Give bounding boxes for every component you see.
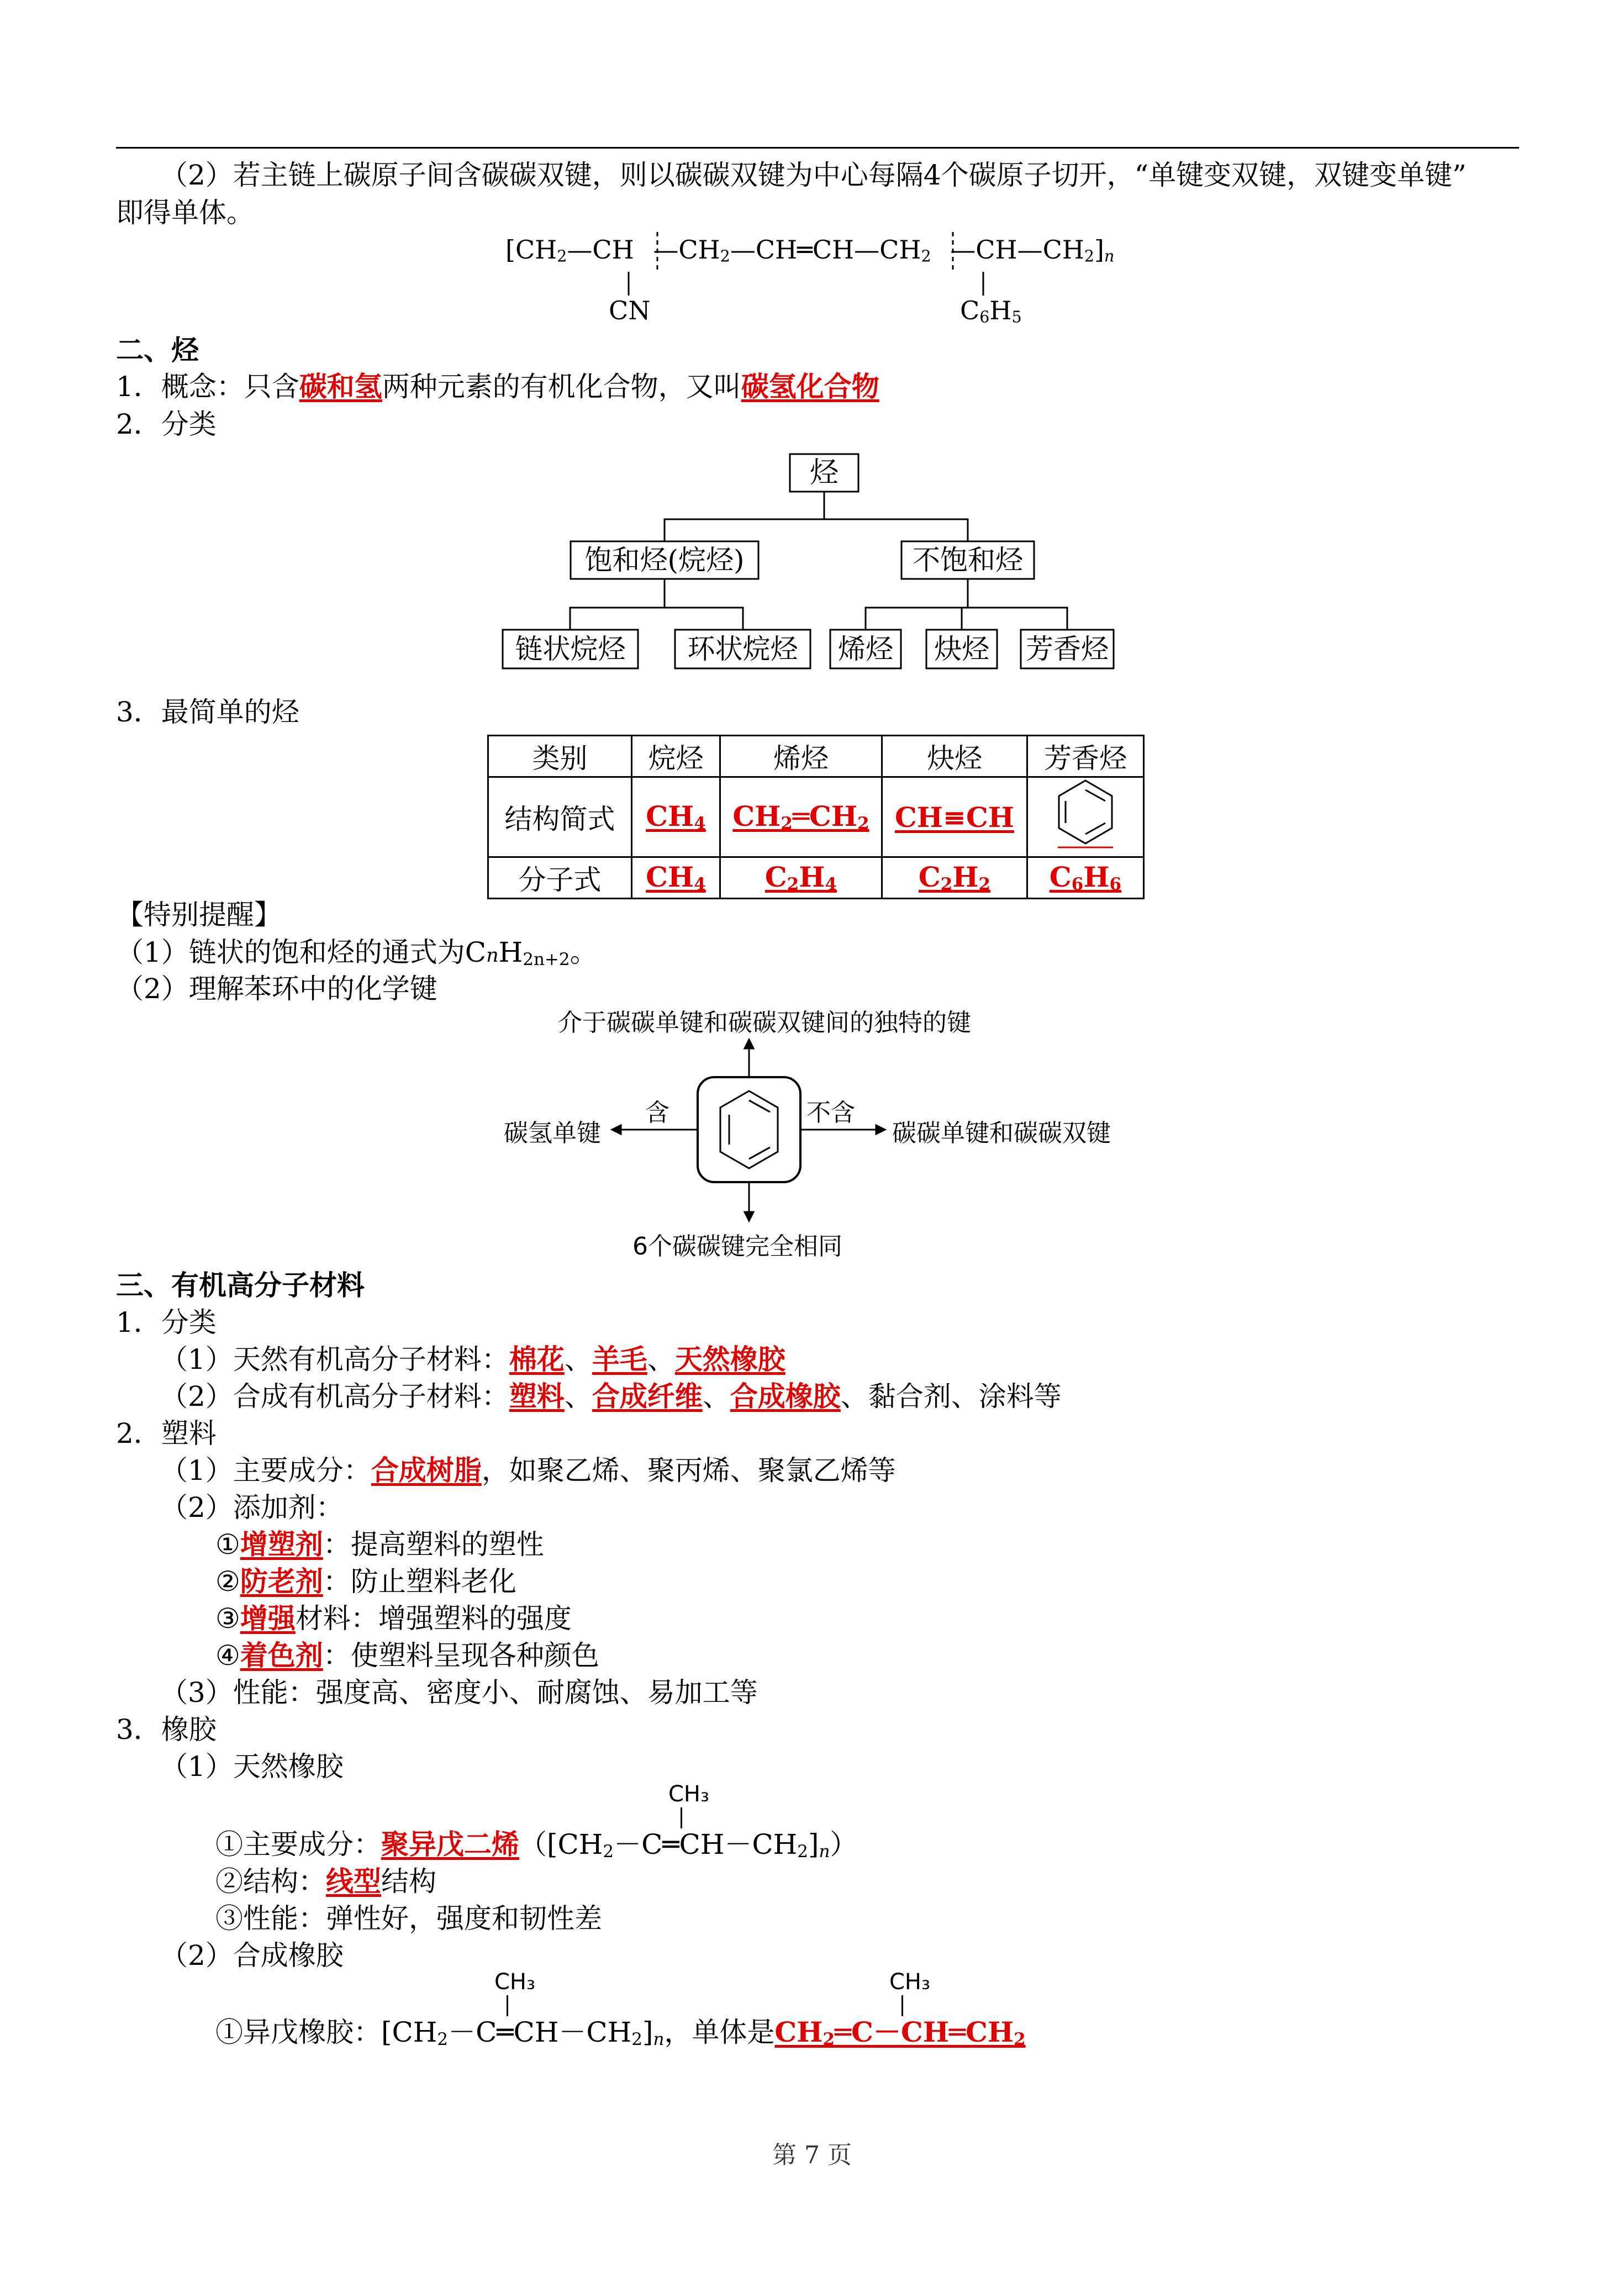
- concept-line: 1．概念：只含碳和氢两种元素的有机化合物，又叫碳氢化合物: [116, 370, 879, 403]
- ir-line: ①异戊橡胶：$[CH_2-C═CH-CH_2]_n$，单体是$CH_2═C-CH═CH_2$: [215, 2016, 1026, 2050]
- s3-additives: （2）添加剂：: [160, 1491, 344, 1523]
- additive-1: ①增塑剂：提高塑料的塑性: [215, 1528, 544, 1561]
- benzene-left-label: 碳氢单键: [504, 1119, 601, 1147]
- tree-unsaturated: 不饱和烃: [913, 544, 1023, 576]
- page-footer: 第 7 页: [772, 2141, 852, 2169]
- nr-properties: ③性能：弹性好，强度和韧性差: [215, 1902, 602, 1934]
- p2-line1: （2）若主链上碳原子间含碳碳双键，则以碳碳双键为中心每隔4个碳原子切开，“单键变双键，双键变单键”: [160, 159, 1467, 191]
- tree-alkene: 烯烃: [838, 633, 893, 665]
- reminder-2: （2）理解苯环中的化学键: [116, 973, 437, 1005]
- tree-chain-alkane: 链状烷烃: [515, 633, 626, 665]
- ch3-label-2: CH₃: [494, 1969, 536, 1995]
- nr-component: ①主要成分：聚异戊二烯$([CH_2-C═CH-CH_2]_n)$: [215, 1828, 858, 1862]
- tree-saturated: 饱和烃(烷烃): [584, 544, 745, 576]
- p2-line2: 即得单体。: [116, 197, 254, 229]
- s3-natural: （1）天然有机高分子材料：棉花、羊毛、天然橡胶: [160, 1343, 785, 1375]
- nr-structure: ②结构：线型结构: [215, 1865, 436, 1897]
- simplest-line: 3．最简单的烃: [116, 696, 299, 728]
- s3-rubber: 3．橡胶: [116, 1714, 217, 1746]
- s3-plastics: 2．塑料: [116, 1417, 217, 1449]
- tree-aromatic: 芳香烃: [1026, 633, 1109, 665]
- reminder-heading: 【特别提醒】: [116, 899, 282, 931]
- additive-2: ②防老剂：防止塑料老化: [215, 1565, 516, 1598]
- s3-synthetic-rubber: （2）合成橡胶: [160, 1939, 344, 1971]
- section-2-heading: 二、烃: [116, 334, 199, 366]
- s3-main-component: （1）主要成分：合成树脂，如聚乙烯、聚丙烯、聚氯乙烯等: [160, 1454, 896, 1486]
- tree-ring-alkane: 环状烷烃: [687, 633, 798, 665]
- additive-4: ④着色剂：使塑料呈现各种颜色: [215, 1639, 599, 1672]
- s3-synthetic: （2）合成有机高分子材料：塑料、合成纤维、合成橡胶、黏合剂、涂料等: [160, 1380, 1062, 1412]
- s3-classify: 1．分类: [116, 1306, 217, 1338]
- benzene-right-arrow-label: 不含: [806, 1099, 855, 1127]
- benzene-right-label: 碳碳单键和碳碳双键: [892, 1119, 1111, 1147]
- tree-alkyne: 炔烃: [934, 633, 989, 665]
- s3-properties: （3）性能：强度高、密度小、耐腐蚀、易加工等: [160, 1677, 758, 1709]
- section-3-heading: 三、有机高分子材料: [116, 1269, 365, 1301]
- classify-line: 2．分类: [116, 408, 217, 440]
- benzene-top-label: 介于碳碳单键和碳碳双键间的独特的键: [558, 1009, 971, 1037]
- benzene-bottom-label: 6个碳碳键完全相同: [632, 1232, 842, 1261]
- benzene-left-arrow-label: 含: [645, 1099, 669, 1127]
- s3-natural-rubber: （1）天然橡胶: [160, 1751, 344, 1783]
- ch3-label-3: CH₃: [889, 1969, 931, 1995]
- reminder-1: （1）链状的饱和烃的通式为CnH$_{2n+2}$。: [116, 936, 598, 970]
- simplest-table: 类别 烷烃 烯烃 炔烃 芳香烃 结构简式 $CH_4$ $CH_2═CH_2$ CH≡CH 分子式 $CH_4$ $C_2H_4$ $C_2H_2$ $C_6H_6$: [487, 735, 1145, 899]
- additive-3: ③增强材料：增强塑料的强度: [215, 1602, 572, 1635]
- tree-root: 烃: [809, 456, 839, 489]
- ch3-label-1: CH₃: [668, 1781, 710, 1807]
